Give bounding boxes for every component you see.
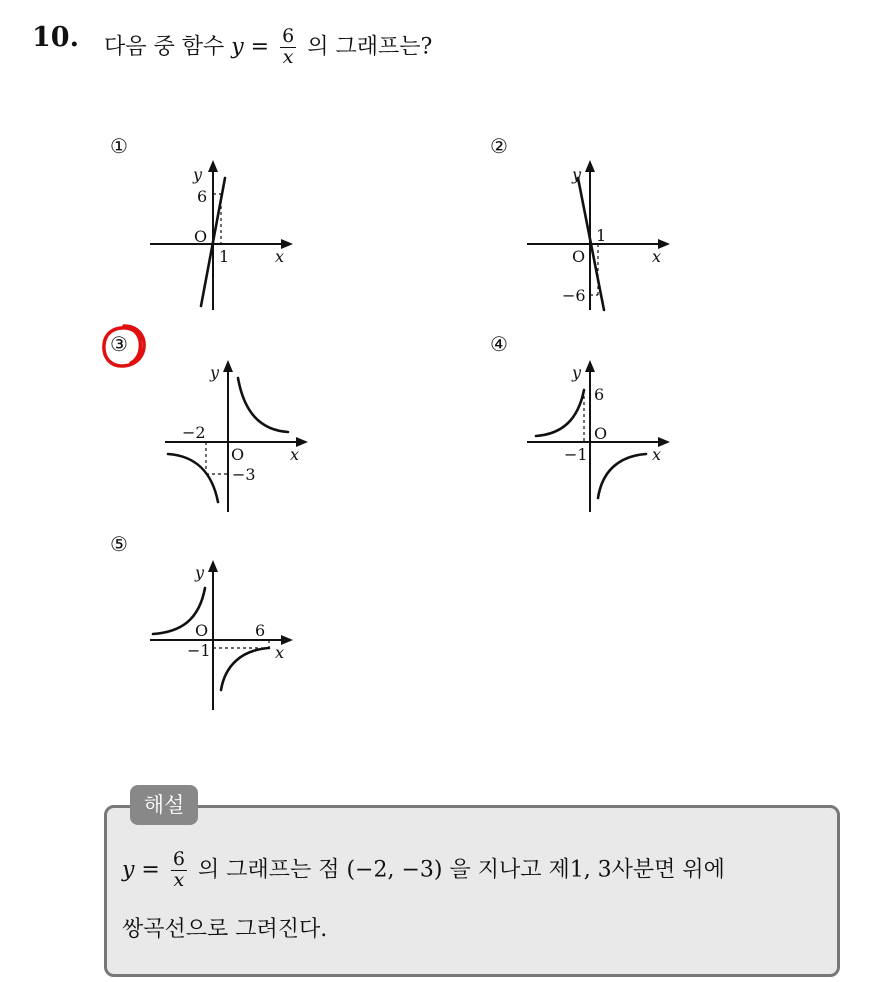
graph-curve-q4 (221, 648, 269, 690)
explanation-line-1 (122, 850, 725, 891)
question-prefix: 다음 중 함수 (104, 34, 232, 60)
tick-label-x: −2 (182, 423, 206, 442)
origin-label: O (195, 621, 209, 640)
x-axis-label: x (652, 445, 662, 464)
origin-label: O (594, 424, 608, 443)
tick-label-x: 1 (596, 226, 607, 245)
question-number: 10. (32, 22, 79, 53)
graph-curve-q2 (536, 390, 584, 436)
graph-curve-q1 (238, 378, 288, 432)
x-axis-label: x (290, 445, 300, 464)
question-func-var: y (231, 34, 244, 60)
graph-option-1[interactable] (145, 150, 305, 315)
question-equals: = (243, 34, 277, 60)
y-axis-arrow-icon (208, 560, 218, 572)
tick-label-y: −6 (562, 286, 586, 305)
tick-label-x: 6 (255, 621, 266, 640)
origin-label: O (231, 445, 245, 464)
y-axis-arrow-icon (585, 360, 595, 372)
explanation-fraction (171, 850, 187, 891)
tick-label-y: −3 (232, 465, 256, 484)
option-2-label[interactable]: ② (490, 134, 508, 158)
graph-option-4[interactable] (522, 350, 682, 520)
tick-label-x: 1 (219, 247, 230, 266)
explanation-var: y (122, 857, 135, 883)
option-1-label[interactable]: ① (110, 134, 128, 158)
x-axis-label: x (275, 247, 285, 266)
y-axis-label: y (572, 363, 582, 382)
tick-label-y: 6 (197, 187, 208, 206)
explanation-tag: 해설 (130, 785, 198, 825)
y-axis-arrow-icon (585, 160, 595, 172)
y-axis-label: y (572, 165, 582, 184)
x-axis-label: x (652, 247, 662, 266)
y-axis-arrow-icon (208, 160, 218, 172)
graph-option-3[interactable] (160, 350, 320, 520)
origin-label: O (194, 227, 208, 246)
y-axis-label: y (193, 165, 203, 184)
graph-option-2[interactable] (522, 150, 682, 315)
option-4-label[interactable]: ④ (490, 332, 508, 356)
explanation-numerator: 6 (172, 848, 185, 870)
explanation-box (104, 805, 840, 977)
question-fraction (280, 27, 296, 68)
question-text (104, 27, 432, 68)
explanation-line-2: 쌍곡선으로 그려진다. (122, 917, 328, 942)
answer-mark-stroke (104, 326, 144, 366)
explanation-denominator: x (171, 870, 187, 891)
option-3-label[interactable]: ③ (110, 332, 128, 356)
origin-label: O (572, 247, 586, 266)
graph-option-5[interactable] (145, 550, 305, 715)
tick-label-y: −1 (187, 641, 211, 660)
explanation-equals: = (134, 857, 167, 883)
question-denominator: x (280, 47, 296, 68)
graph-curve-q3 (168, 454, 218, 502)
y-axis-label: y (195, 563, 205, 582)
answer-mark-circle (98, 320, 150, 372)
tick-label-x: −1 (564, 445, 588, 464)
tick-label-y: 6 (594, 385, 605, 404)
option-5-label[interactable]: ⑤ (110, 532, 128, 556)
graph-curve-q4 (598, 454, 646, 498)
question-numerator: 6 (282, 25, 295, 47)
y-axis-label: y (210, 363, 220, 382)
question-suffix: 의 그래프는? (300, 34, 433, 60)
y-axis-arrow-icon (223, 360, 233, 372)
explanation-line-1-rest: 의 그래프는 점 (−2, −3) 을 지나고 제1, 3사분면 위에 (190, 857, 725, 883)
x-axis-label: x (275, 643, 285, 662)
